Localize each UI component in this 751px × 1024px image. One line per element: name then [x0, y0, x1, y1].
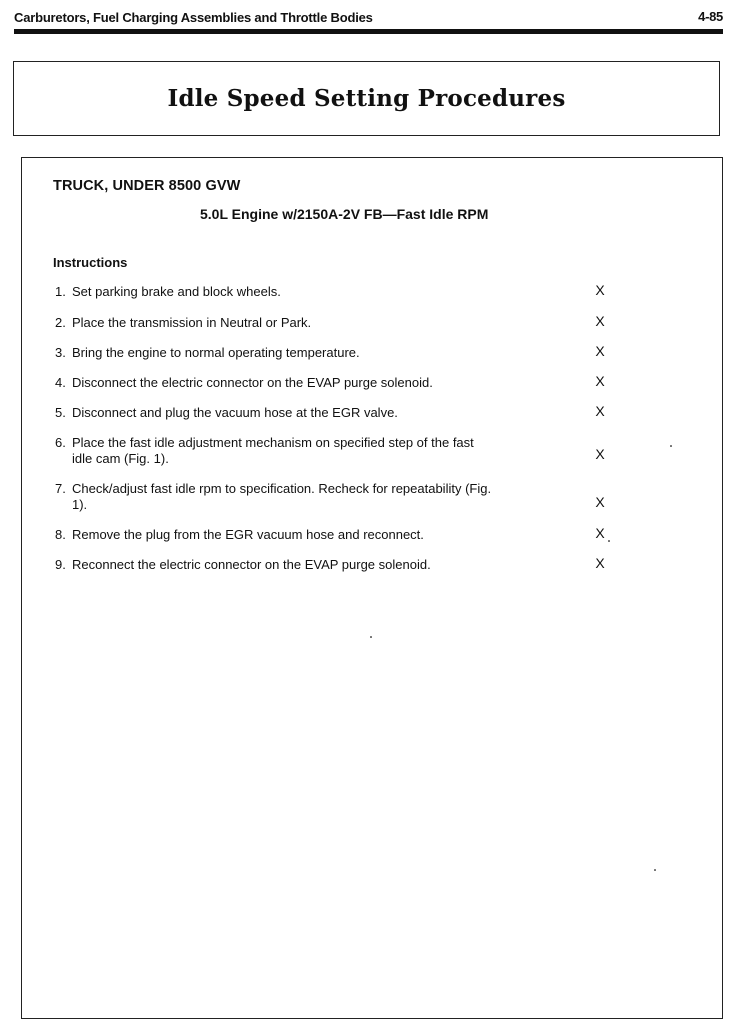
step-item	[55, 481, 495, 513]
section-heading: TRUCK, UNDER 8500 GVW	[53, 178, 241, 194]
step-text: Check/adjust fast idle rpm to specification. Recheck for repeatability (Fig. 1).	[72, 481, 492, 512]
step-text: Reconnect the electric connector on the EVAP purge solenoid.	[72, 557, 431, 572]
step-number: 3.	[55, 345, 66, 360]
scan-speck	[608, 540, 610, 542]
title-box	[13, 61, 720, 136]
step-item	[55, 375, 525, 391]
step-check-mark: X	[595, 403, 605, 419]
step-item	[55, 345, 525, 361]
step-check-mark: X	[595, 282, 605, 298]
step-item	[55, 405, 525, 421]
section-subheading: 5.0L Engine w/2150A-2V FB—Fast Idle RPM	[200, 206, 489, 222]
step-number: 9.	[55, 557, 66, 572]
step-number: 2.	[55, 315, 66, 330]
step-number: 4.	[55, 375, 66, 390]
header-rule	[14, 29, 723, 34]
step-item	[55, 557, 525, 573]
step-item	[55, 435, 495, 467]
step-text: Place the transmission in Neutral or Park.	[72, 315, 312, 330]
step-check-mark: X	[595, 343, 605, 359]
step-check-mark: X	[595, 555, 605, 571]
step-text: Place the fast idle adjustment mechanism on specified step of the fast idle cam (Fig. 1).	[72, 435, 474, 466]
running-header-title: Carburetors, Fuel Charging Assemblies and Throttle Bodies	[14, 10, 373, 25]
step-text: Set parking brake and block wheels.	[72, 284, 281, 299]
step-item	[55, 284, 525, 300]
step-number: 6.	[55, 435, 66, 450]
step-text: Remove the plug from the EGR vacuum hose and reconnect.	[72, 527, 424, 542]
step-item	[55, 527, 525, 543]
step-number: 1.	[55, 284, 66, 299]
step-number: 7.	[55, 481, 66, 496]
step-text: Disconnect the electric connector on the EVAP purge solenoid.	[72, 375, 433, 390]
step-text: Bring the engine to normal operating temperature.	[72, 345, 360, 360]
instructions-label: Instructions	[53, 255, 128, 270]
page-title: Idle Speed Setting Procedures	[167, 85, 566, 112]
step-check-mark: X	[595, 313, 605, 329]
scan-speck	[654, 869, 656, 871]
step-text: Disconnect and plug the vacuum hose at the EGR valve.	[72, 405, 398, 420]
step-check-mark: X	[595, 446, 605, 462]
step-item	[55, 315, 525, 331]
step-check-mark: X	[595, 494, 605, 510]
step-number: 8.	[55, 527, 66, 542]
step-check-mark: X	[595, 525, 605, 541]
scan-speck	[670, 445, 672, 447]
step-check-mark: X	[595, 373, 605, 389]
page-number: 4-85	[698, 9, 723, 24]
procedure-box	[21, 157, 723, 1019]
step-number: 5.	[55, 405, 66, 420]
scan-speck	[370, 636, 372, 638]
